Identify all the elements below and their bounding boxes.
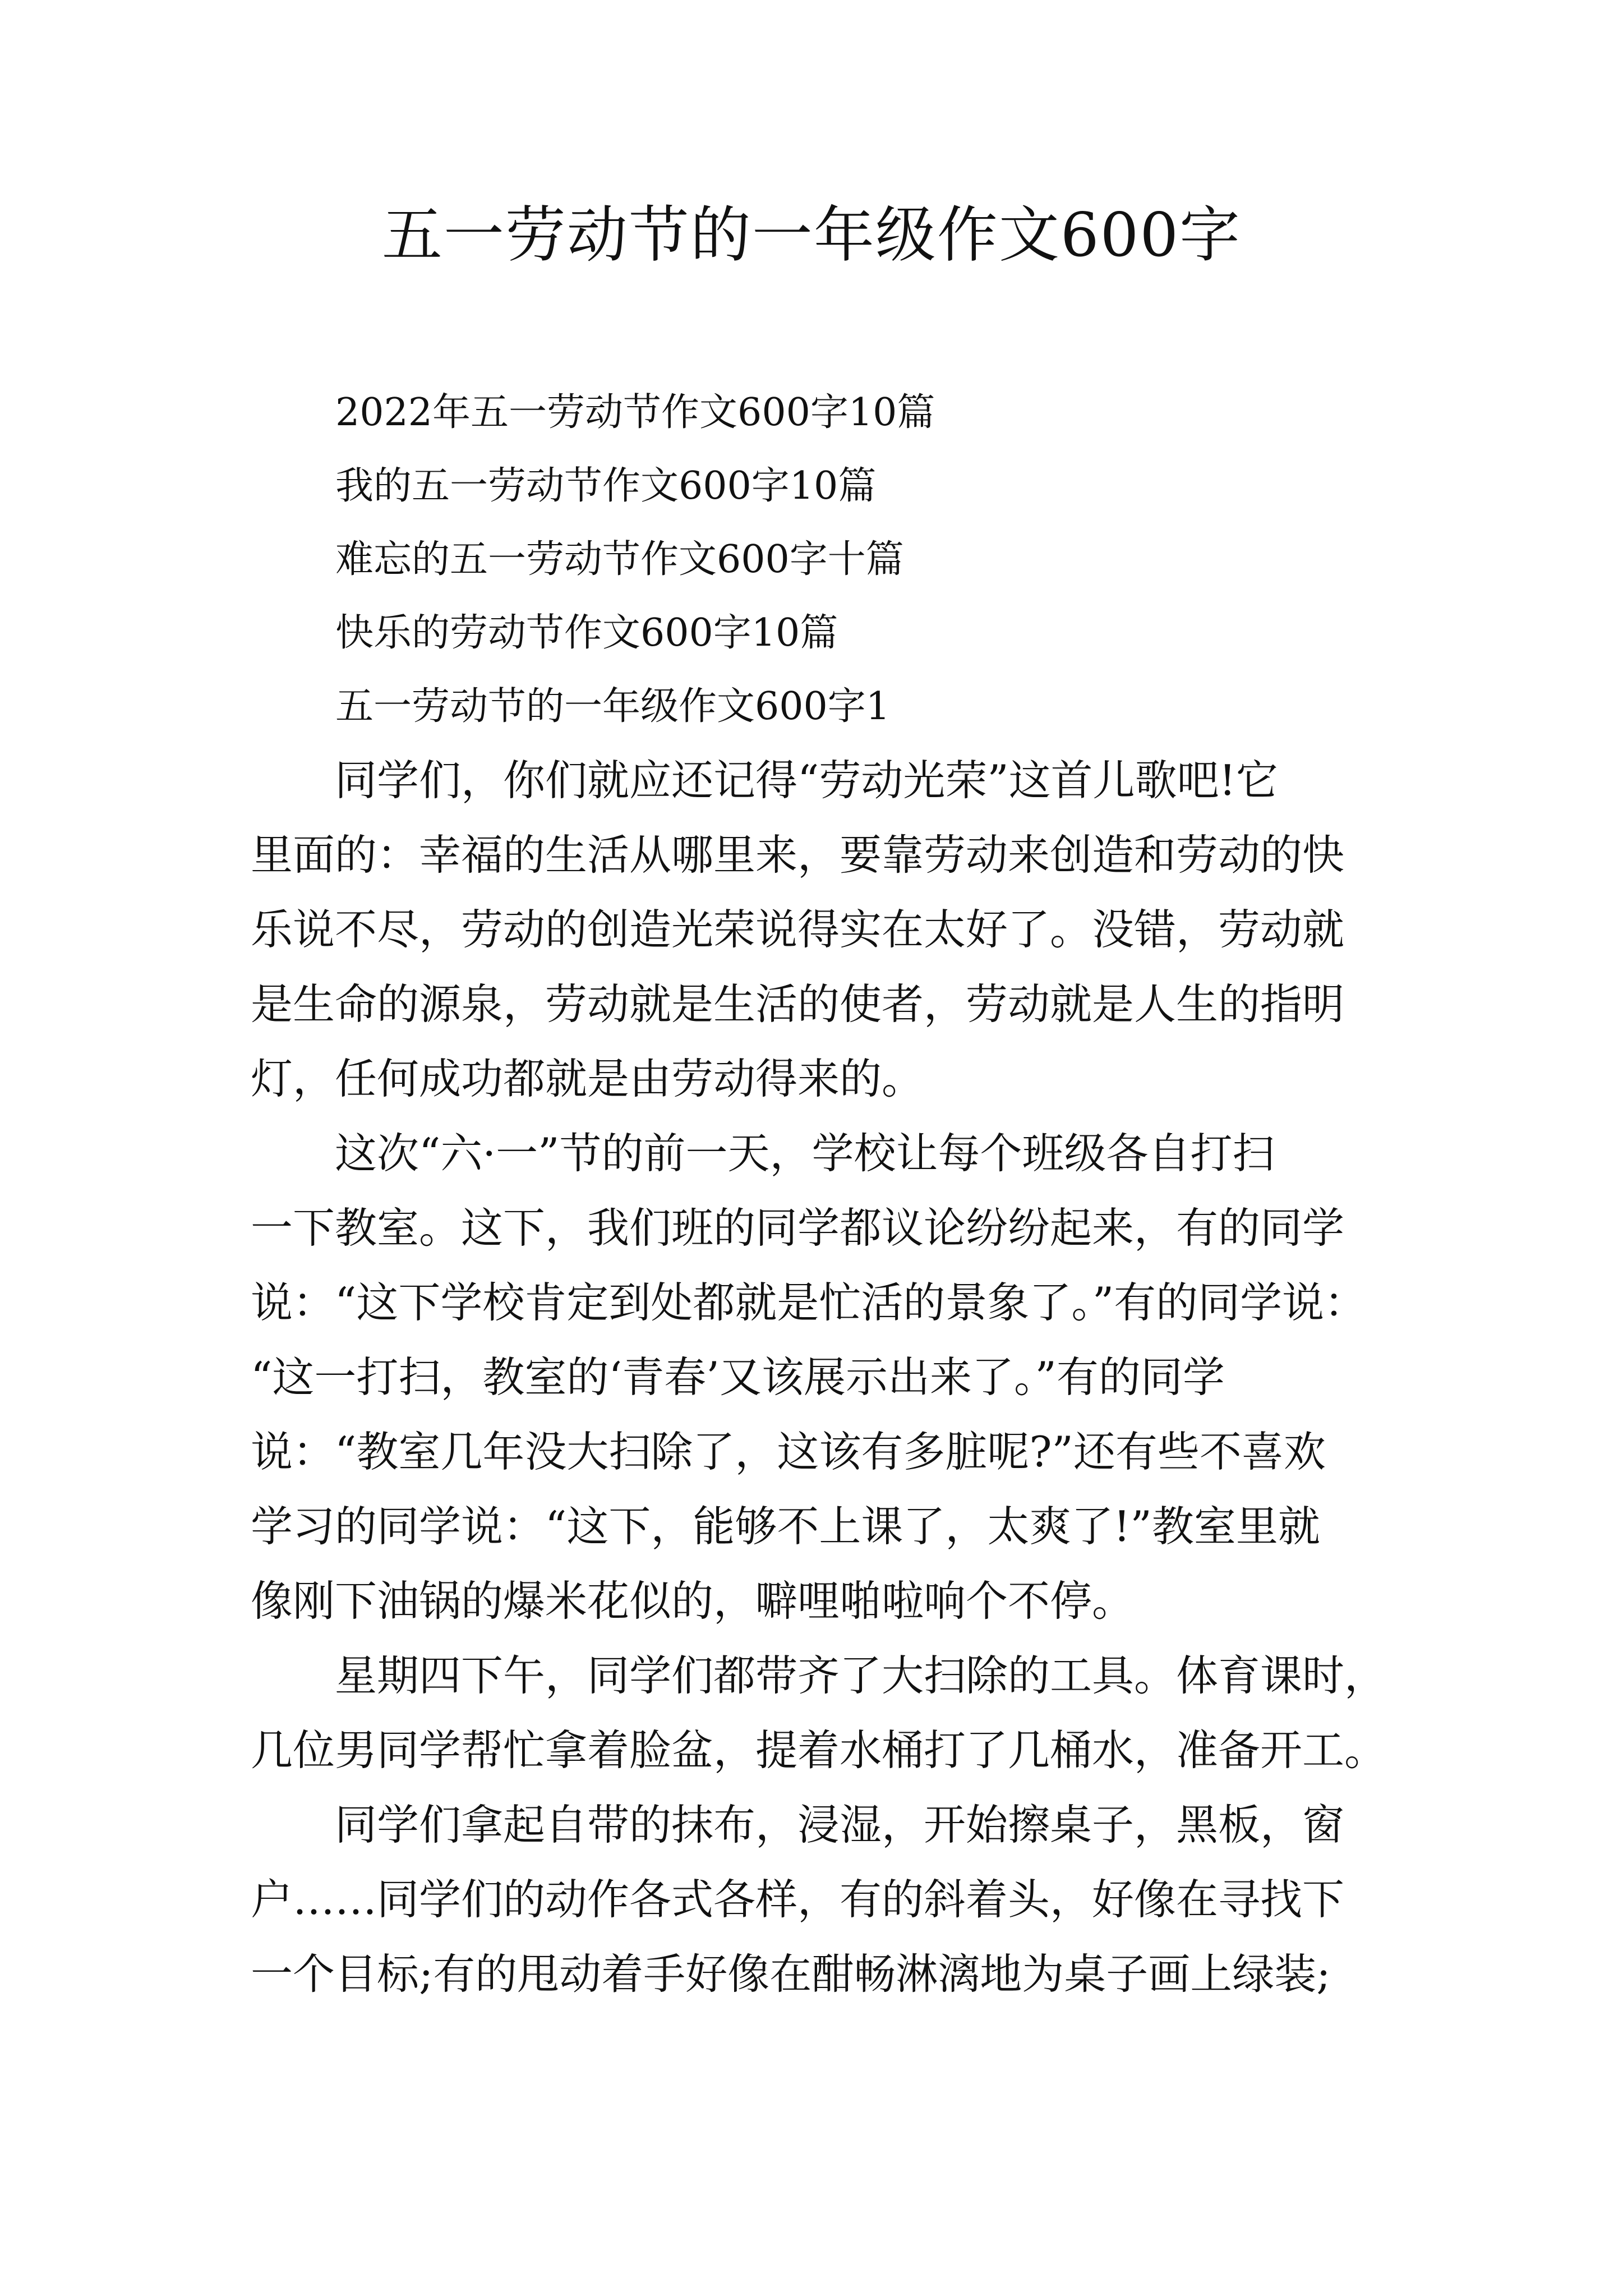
- text-line: 一个目标;有的甩动着手好像在酣畅淋漓地为桌子画上绿装;: [251, 1949, 1331, 1999]
- text-line: 像刚下油锅的爆米花似的，噼哩啪啦响个不停。: [251, 1576, 1135, 1626]
- text-line: 几位男同学帮忙拿着脸盆，提着水桶打了几桶水，准备开工。: [251, 1726, 1387, 1775]
- article-list-item: 难忘的五一劳动节作文600字十篇: [335, 537, 904, 582]
- text-line: 同学们拿起自带的抹布，浸湿，开始擦桌子，黑板，窗: [335, 1800, 1345, 1849]
- text-line: 这次“六·一”节的前一天，学校让每个班级各自打扫: [335, 1129, 1275, 1178]
- text-line: 一下教室。这下，我们班的同学都议论纷纷起来，有的同学: [251, 1203, 1345, 1253]
- article-list-item: 快乐的劳动节作文600字10篇: [335, 611, 838, 655]
- text-line: 户……同学们的动作各式各样，有的斜着头，好像在寻找下: [251, 1875, 1345, 1924]
- text-line: 学习的同学说：“这下，能够不上课了，太爽了!”教室里就: [251, 1502, 1320, 1551]
- text-line: 是生命的源泉，劳动就是生活的使者，劳动就是人生的指明: [251, 979, 1345, 1029]
- text-line: 乐说不尽，劳动的创造光荣说得实在太好了。没错，劳动就: [251, 905, 1345, 954]
- article-list: [335, 376, 935, 743]
- article-list-item: 五一劳动节的一年级作文600字1: [335, 684, 891, 729]
- text-line: 同学们，你们就应还记得“劳动光荣”这首儿歌吧!它: [335, 756, 1278, 805]
- article-list-item: 我的五一劳动节作文600字10篇: [335, 464, 877, 508]
- article-list-item: 2022年五一劳动节作文600字10篇: [335, 390, 935, 435]
- text-line: 里面的：幸福的生活从哪里来，要靠劳动来创造和劳动的快: [251, 830, 1345, 880]
- text-line: 说：“这下学校肯定到处都就是忙活的景象了。”有的同学说：: [251, 1278, 1367, 1327]
- document-title: 五一劳动节的一年级作文600字: [381, 200, 1242, 270]
- essay-body: [251, 743, 1395, 2012]
- text-line: 灯，任何成功都就是由劳动得来的。: [251, 1054, 924, 1103]
- text-line: 说：“教室几年没大扫除了，这该有多脏呢?”还有些不喜欢: [251, 1427, 1326, 1476]
- text-line: 星期四下午，同学们都带齐了大扫除的工具。体育课时，: [335, 1651, 1387, 1700]
- text-line: “这一打扫，教室的‘青春’又该展示出来了。”有的同学: [251, 1352, 1225, 1402]
